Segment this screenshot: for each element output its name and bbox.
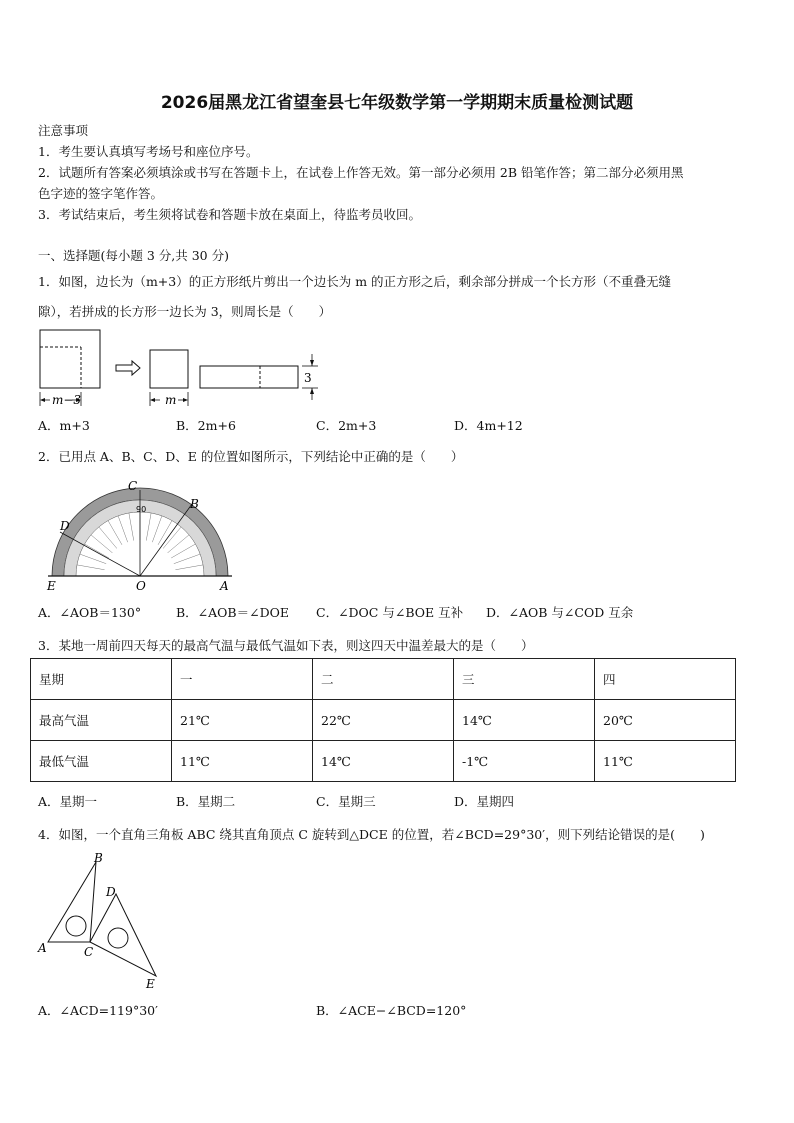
q4-triangle-dce	[90, 894, 156, 976]
protractor-ray	[174, 554, 200, 564]
protractor-ray	[171, 544, 195, 558]
table-cell: -1℃	[454, 741, 595, 782]
section-heading: 一、选择题(每小题 3 分,共 30 分)	[38, 248, 229, 263]
q3-option-d[interactable]: D．星期四	[454, 794, 515, 809]
notice-item-2-cont: 色字迹的签字笔作答。	[38, 186, 164, 201]
protractor-ray	[85, 544, 109, 558]
protractor-ray	[99, 527, 117, 548]
q2-scale-90: 90	[136, 505, 147, 514]
q4-label-c: C	[84, 945, 94, 959]
q3-temperature-table	[30, 658, 736, 782]
table-cell: 最低气温	[31, 741, 172, 782]
q1-text-line2: 隙），若拼成的长方形一边长为 3，则周长是（ ）	[38, 304, 332, 319]
q2-label-c: C	[128, 479, 138, 493]
q4-text: 4．如图，一个直角三角板 ABC 绕其直角顶点 C 旋转到△DCE 的位置，若∠BCD=29°30′，则下列结论错误的是( )	[38, 827, 705, 842]
q2-option-c[interactable]: C．∠DOC 与∠BOE 互补	[316, 605, 464, 620]
table-cell: 21℃	[172, 700, 313, 741]
table-cell: 14℃	[454, 700, 595, 741]
q1-big-square	[40, 330, 100, 388]
q1-option-d[interactable]: D．4m+12	[454, 418, 523, 433]
q4-triangles-figure	[34, 848, 174, 998]
q3-text: 3．某地一周前四天每天的最高气温与最低气温如下表，则这四天中温差最大的是（ ）	[38, 638, 534, 653]
q1-figure	[36, 326, 366, 406]
table-cell: 11℃	[595, 741, 736, 782]
notice-heading: 注意事项	[38, 123, 89, 138]
protractor-ray	[175, 565, 203, 570]
protractor-ray	[152, 516, 162, 542]
table-cell: 二	[313, 659, 454, 700]
table-row	[31, 700, 736, 741]
q4-triangle-abc	[48, 862, 96, 942]
notice-item-2: 2．试题所有答案必须填涂或书写在答题卡上，在试卷上作答无效。第一部分必须用 2B 铅笔作答；第二部分必须用黑	[38, 165, 684, 180]
q1-option-c[interactable]: C．2m+3	[316, 418, 377, 433]
protractor-ray	[91, 535, 112, 553]
q3-option-b[interactable]: B．星期二	[176, 794, 236, 809]
q4-option-b[interactable]: B．∠ACE−∠BCD=120°	[316, 1003, 467, 1018]
q1-option-b[interactable]: B．2m+6	[176, 418, 236, 433]
q2-option-b[interactable]: B．∠AOB＝∠DOE	[176, 605, 289, 620]
table-row	[31, 659, 736, 700]
notice-item-1: 1．考生要认真填写考场号和座位序号。	[38, 144, 259, 159]
protractor-ray	[163, 527, 181, 548]
page-title: 2026届黑龙江省望奎县七年级数学第一学期期末质量检测试题	[160, 93, 634, 113]
q4-option-a[interactable]: A．∠ACD=119°30′	[38, 1003, 158, 1018]
q4-label-d: D	[106, 885, 116, 899]
table-cell: 11℃	[172, 741, 313, 782]
q2-text: 2．已用点 A、B、C、D、E 的位置如图所示，下列结论中正确的是（ ）	[38, 449, 464, 464]
q2-label-e: E	[47, 579, 56, 593]
q1-small-square	[150, 350, 188, 388]
table-cell: 14℃	[313, 741, 454, 782]
protractor-ray	[146, 513, 151, 541]
protractor-ray	[168, 535, 189, 553]
q1-label-m3: m−3	[52, 393, 82, 407]
q1-text-line1: 1．如图，边长为（m+3）的正方形纸片剪出一个边长为 m 的正方形之后，剩余部分拼成一个长方形（不重叠无缝	[38, 274, 672, 289]
protractor-ray	[118, 516, 128, 542]
table-cell: 四	[595, 659, 736, 700]
q2-label-d: D	[60, 519, 70, 533]
q1-label-3: 3	[304, 371, 312, 385]
q2-option-d[interactable]: D．∠AOB 与∠COD 互余	[486, 605, 634, 620]
q4-label-b: B	[94, 851, 103, 865]
notice-item-3: 3．考试结束后，考生须将试卷和答题卡放在桌面上，待监考员收回。	[38, 207, 421, 222]
q3-option-a[interactable]: A．星期一	[38, 794, 98, 809]
table-row	[31, 741, 736, 782]
table-cell: 一	[172, 659, 313, 700]
table-cell: 三	[454, 659, 595, 700]
table-cell: 最高气温	[31, 700, 172, 741]
q4-label-e: E	[146, 977, 155, 991]
q2-option-a[interactable]: A．∠AOB＝130°	[38, 605, 142, 620]
q1-long-rectangle	[200, 366, 298, 388]
table-cell: 20℃	[595, 700, 736, 741]
q1-label-m: m	[165, 393, 177, 407]
table-cell: 22℃	[313, 700, 454, 741]
q2-label-o: O	[136, 579, 146, 593]
q4-label-a: A	[38, 941, 47, 955]
q2-label-b: B	[190, 497, 199, 511]
table-cell: 星期	[31, 659, 172, 700]
q2-protractor-figure	[40, 474, 240, 594]
q3-option-c[interactable]: C．星期三	[316, 794, 376, 809]
q1-transform-arrow	[116, 361, 140, 375]
q2-label-a: A	[220, 579, 229, 593]
q1-option-a[interactable]: A．m+3	[38, 418, 90, 433]
protractor-ray	[77, 565, 105, 570]
protractor-ray	[129, 513, 134, 541]
protractor-ray	[108, 521, 122, 545]
